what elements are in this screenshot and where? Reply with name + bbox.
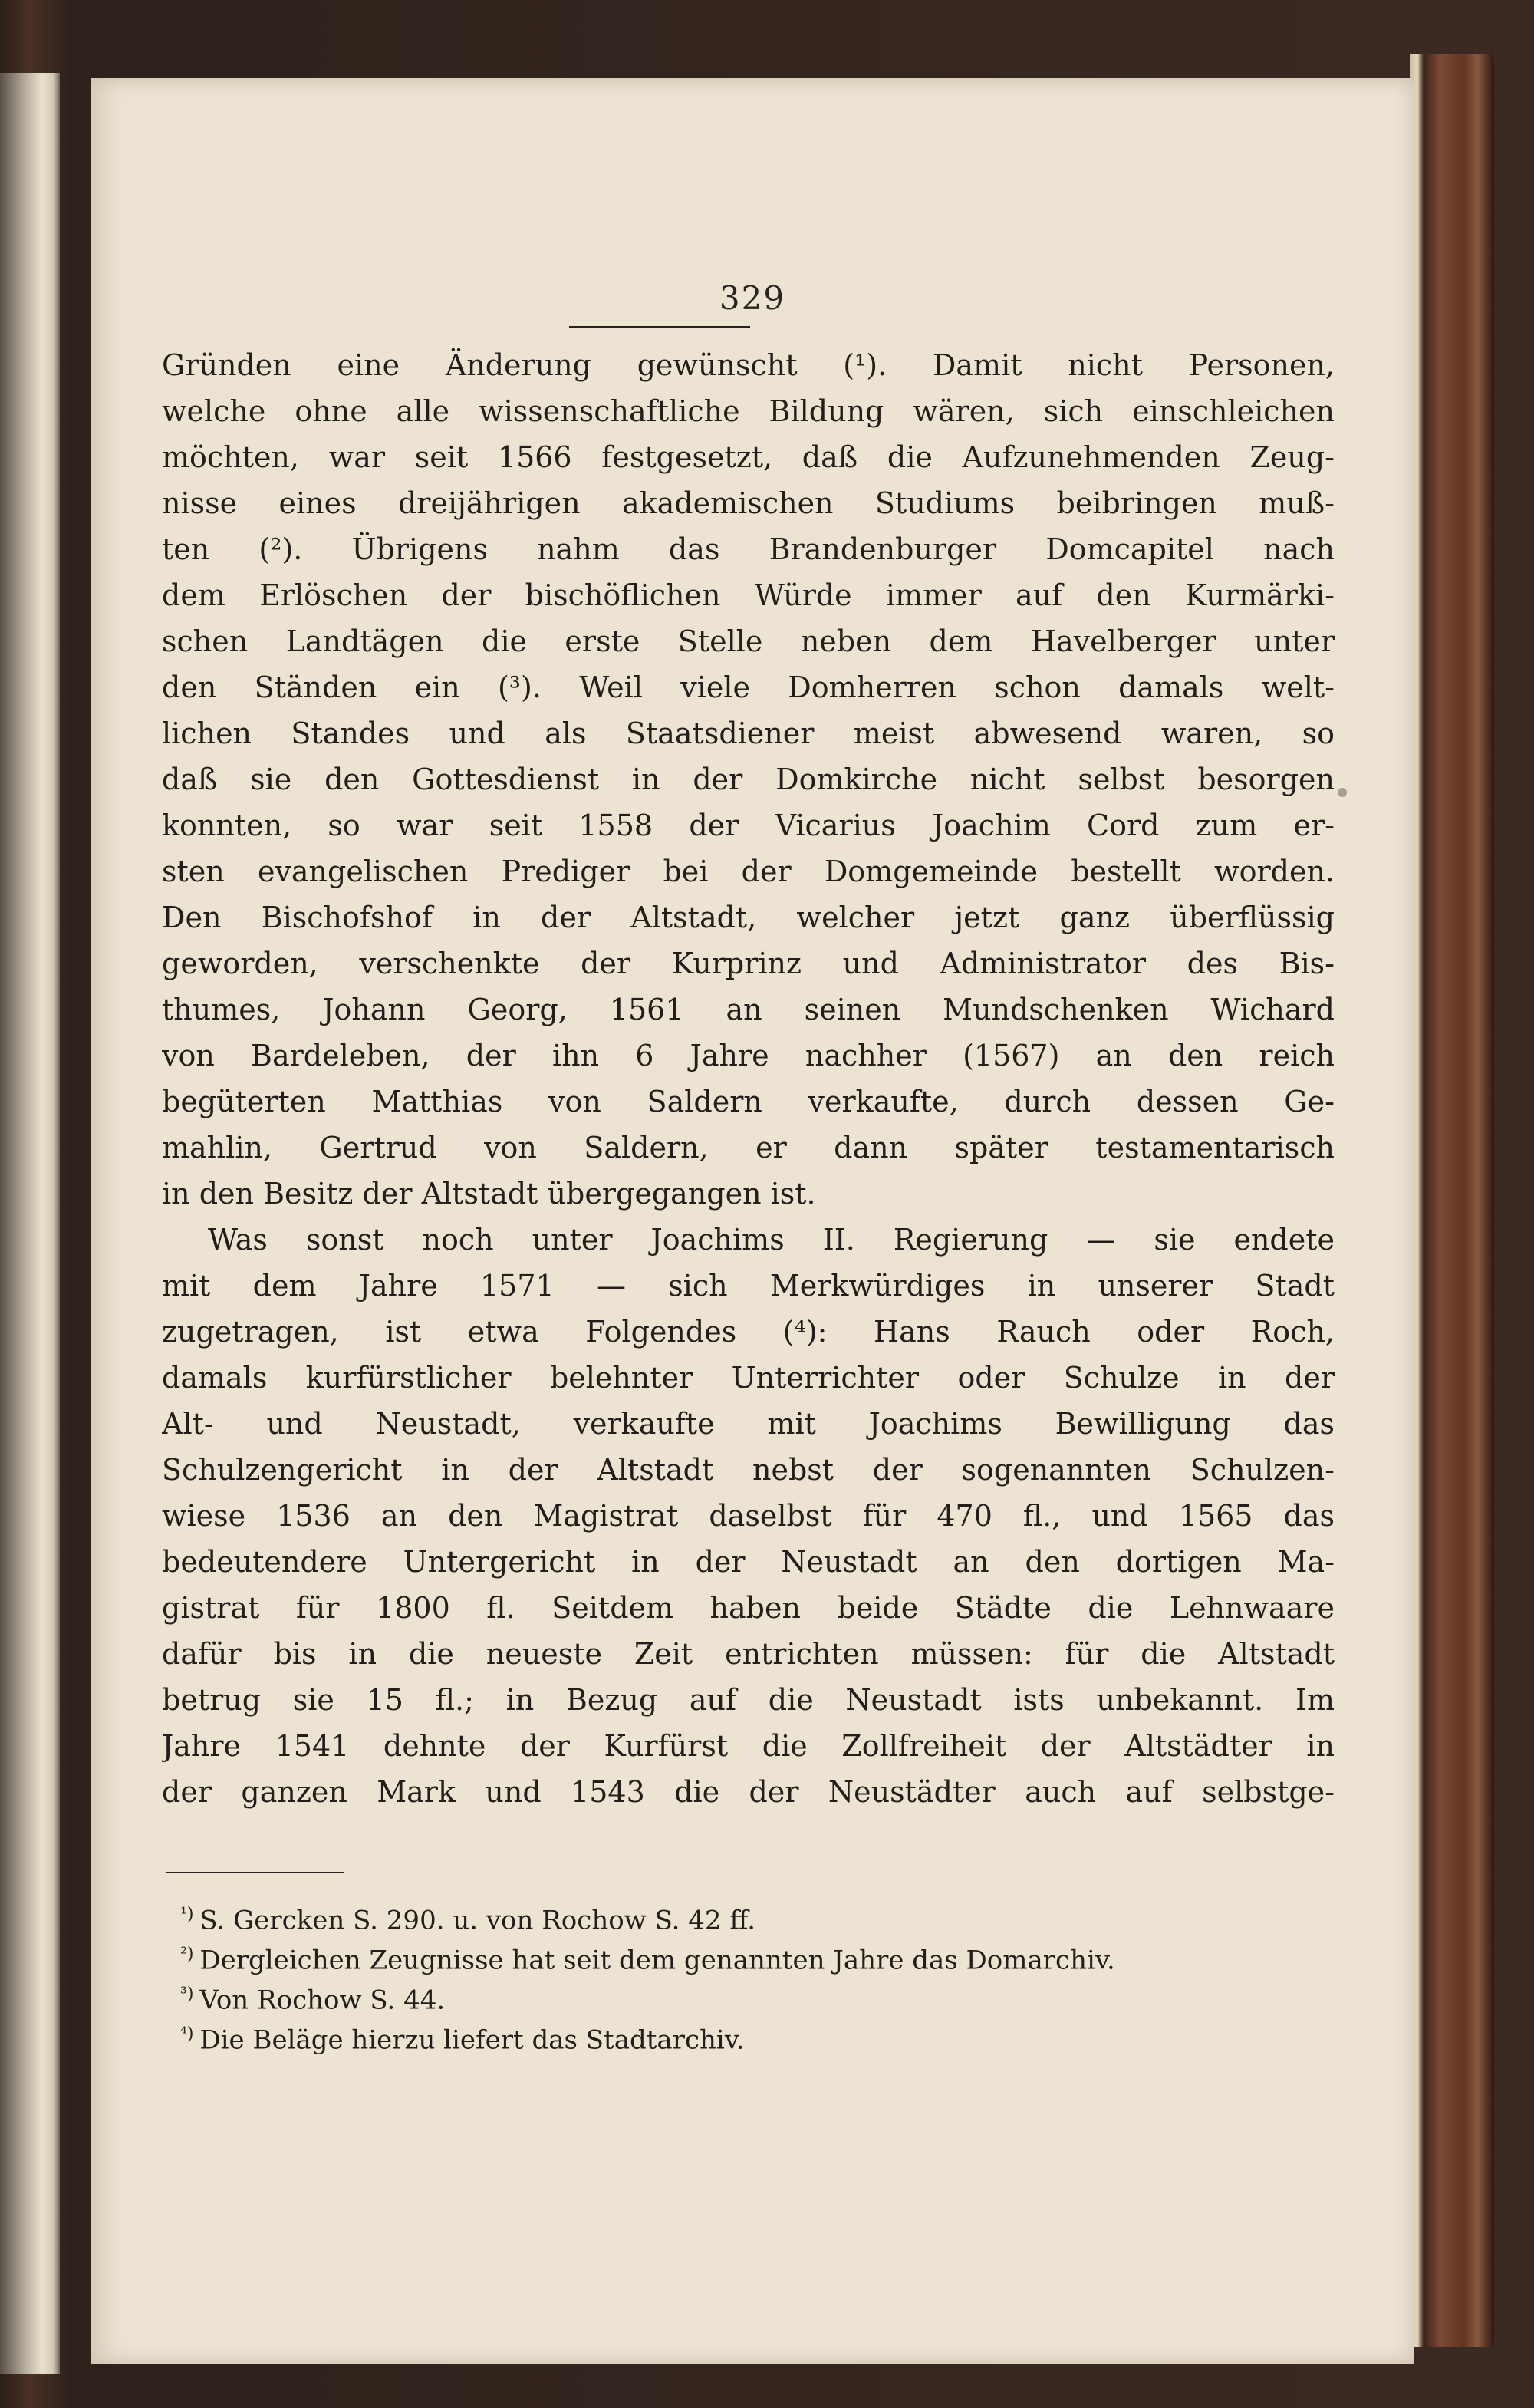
page-number: 329 [719,279,786,317]
body-text [162,342,1335,1815]
text-line: betrug sie 15 fl.; in Bezug auf die Neustadt ists unbekannt. Im [162,1683,1335,1717]
footnote-mark: ³) [180,1985,194,2004]
footnotes [180,1895,1331,2054]
text-line: gistrat für 1800 fl. Seitdem haben beide Städte die Lehnwaare [162,1591,1335,1625]
text-line: dem Erlöschen der bischöflichen Würde immer auf den Kurmärki- [162,578,1335,612]
footnote [180,1975,1331,2014]
book-page [91,78,1414,2364]
text-line: Jahre 1541 dehnte der Kurfürst die Zollfreiheit der Altstädter in [162,1729,1335,1763]
text-line: thumes, Johann Georg, 1561 an seinen Mundschenken Wichard [162,993,1335,1026]
footnote-rule [166,1872,344,1873]
text-line: möchten, war seit 1566 festgesetzt, daß die Aufzunehmenden Zeug- [162,440,1335,474]
footnote-text: Von Rochow S. 44. [199,1985,446,2016]
footnote-mark: ¹) [180,1905,194,1924]
footnote-text: Die Beläge hierzu liefert das Stadtarchiv. [199,2024,745,2056]
text-line: Alt- und Neustadt, verkaufte mit Joachims Bewilligung das [162,1407,1335,1441]
footnote-text: Dergleichen Zeugnisse hat seit dem genannten Jahre das Domarchiv. [199,1945,1115,1976]
text-line: wiese 1536 an den Magistrat daselbst für 470 fl., und 1565 das [162,1499,1335,1533]
paper-speck [1338,788,1347,797]
text-line: Schulzengericht in der Altstadt nebst der sogenannten Schulzen- [162,1453,1335,1487]
book-cover-edge [1410,54,1494,2347]
text-line: der ganzen Mark und 1543 die der Neustädter auch auf selbstge- [162,1775,1335,1809]
text-line: konnten, so war seit 1558 der Vicarius Joachim Cord zum er- [162,809,1335,842]
text-line: Gründen eine Änderung gewünscht (¹). Damit nicht Personen, [162,348,1335,382]
text-line: mahlin, Gertrud von Saldern, er dann später testamentarisch [162,1131,1335,1164]
footnote [180,2014,1331,2054]
text-line: lichen Standes und als Staatsdiener meist abwesend waren, so [162,716,1335,750]
text-line: bedeutendere Untergericht in der Neustadt an den dortigen Ma- [162,1545,1335,1579]
text-line: von Bardeleben, der ihn 6 Jahre nachher (1567) an den reich [162,1039,1335,1072]
text-line: sten evangelischen Prediger bei der Domgemeinde bestellt worden. [162,855,1335,888]
footnote-mark: ²) [180,1945,194,1964]
text-line: Den Bischofshof in der Altstadt, welcher jetzt ganz überflüssig [162,901,1335,934]
footnote-mark: ⁴) [180,2024,194,2044]
text-line: Was sonst noch unter Joachims II. Regierung — sie endete [208,1223,1335,1257]
text-line: schen Landtägen die erste Stelle neben dem Havelberger unter [162,624,1335,658]
text-line: in den Besitz der Altstadt übergegangen ist. [162,1177,816,1211]
text-line: begüterten Matthias von Saldern verkaufte, durch dessen Ge- [162,1085,1335,1118]
text-line: welche ohne alle wissenschaftliche Bildung wären, sich einschleichen [162,394,1335,428]
footnote [180,1935,1331,1975]
text-line: nisse eines dreijährigen akademischen Studiums beibringen muß- [162,486,1335,520]
header-rule [569,326,750,328]
text-line: den Ständen ein (³). Weil viele Domherren schon damals welt- [162,670,1335,704]
text-line: ten (²). Übrigens nahm das Brandenburger Domcapitel nach [162,532,1335,566]
text-line: zugetragen, ist etwa Folgendes (⁴): Hans Rauch oder Roch, [162,1315,1335,1349]
text-line: geworden, verschenkte der Kurprinz und Administrator des Bis- [162,947,1335,980]
footnote [180,1895,1331,1935]
text-line: dafür bis in die neueste Zeit entrichten müssen: für die Altstadt [162,1637,1335,1671]
text-line: daß sie den Gottesdienst in der Domkirche nicht selbst besorgen [162,763,1335,796]
footnote-text: S. Gercken S. 290. u. von Rochow S. 42 ff. [199,1905,756,1936]
previous-page-edge [0,73,60,2374]
text-line: damals kurfürstlicher belehnter Unterrichter oder Schulze in der [162,1361,1335,1395]
text-line: mit dem Jahre 1571 — sich Merkwürdiges in unserer Stadt [162,1269,1335,1303]
